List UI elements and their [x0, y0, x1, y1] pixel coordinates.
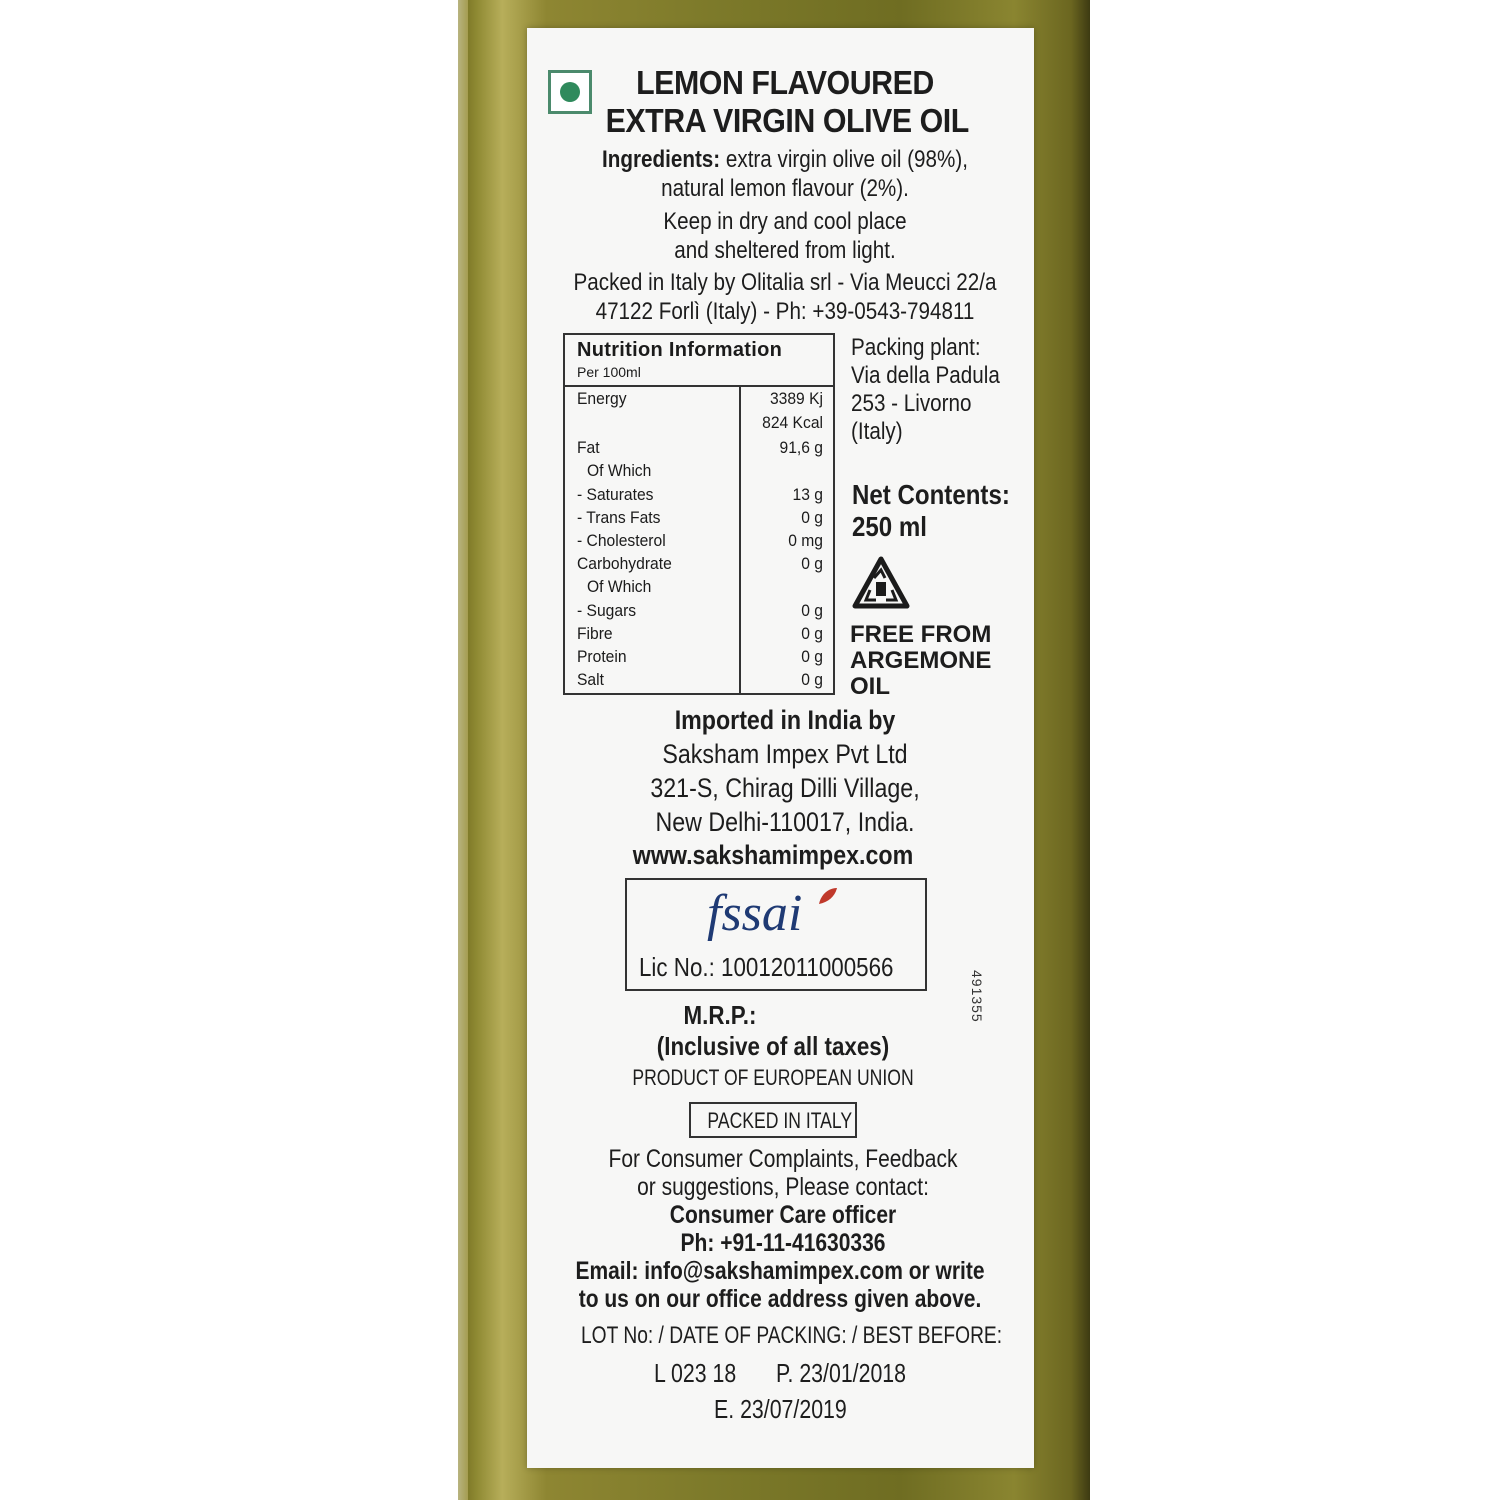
packing-date: P. 23/01/2018 [776, 1358, 907, 1388]
fssai-logo: fssai [707, 885, 803, 942]
bottle-highlight [458, 0, 468, 1500]
argemone-line-3: OIL [850, 673, 890, 700]
ingredients-text-1: extra virgin olive oil (98%), [725, 146, 968, 173]
best-before-date: E. 23/07/2019 [714, 1394, 847, 1424]
consumer-line-1: For Consumer Complaints, Feedback [608, 1145, 958, 1173]
consumer-line-2: or suggestions, Please contact: [637, 1173, 929, 1201]
title-line-2: EXTRA VIRGIN OLIVE OIL [605, 102, 969, 139]
packing-plant-line-2: Via della Padula [851, 362, 1000, 389]
nutrition-row-value: 91,6 g [779, 438, 823, 457]
nutrition-row-value: 0 g [801, 670, 823, 689]
nutrition-column-divider [739, 385, 741, 695]
nutrition-row-value: 0 g [801, 554, 823, 573]
nutrition-row-name: Carbohydrate [577, 554, 672, 573]
packer-line-2: 47122 Forlì (Italy) - Ph: +39-0543-794811 [595, 298, 975, 325]
batch-header: LOT No: / DATE OF PACKING: / BEST BEFORE: [581, 1322, 1003, 1349]
packed-in-italy-box [689, 1102, 857, 1138]
lot-number: L 023 18 [654, 1358, 737, 1388]
packer-line-1: Packed in Italy by Olitalia srl - Via Meucci 22/a [573, 269, 997, 296]
mrp-note: (Inclusive of all taxes) [656, 1031, 890, 1061]
fssai-leaf-icon [815, 884, 839, 908]
product-origin: PRODUCT OF EUROPEAN UNION [632, 1065, 914, 1090]
ingredients-line-2: natural lemon flavour (2%). [661, 175, 909, 202]
importer-line-1: Saksham Impex Pvt Ltd [662, 739, 908, 769]
net-contents-value: 250 ml [852, 511, 927, 542]
nutrition-row-value: 0 g [801, 647, 823, 666]
nutrition-row-name: - Cholesterol [577, 531, 666, 550]
storage-line-2: and sheltered from light. [674, 237, 896, 264]
ingredients-label: Ingredients: [602, 146, 721, 173]
title-line-1: LEMON FLAVOURED [636, 64, 934, 101]
nutrition-row-value: 0 g [801, 601, 823, 620]
nutrition-row-value: 0 g [801, 508, 823, 527]
nutrition-row-name: Fibre [577, 624, 613, 643]
packing-plant-line-1: Packing plant: [851, 334, 981, 361]
nutrition-row-value: 824 Kcal [762, 413, 823, 432]
packing-plant-line-4: (Italy) [851, 418, 903, 445]
packed-in-italy-text: PACKED IN ITALY [707, 1108, 853, 1133]
recycle-pet-icon [852, 556, 910, 610]
ingredients-line-1 [592, 145, 979, 174]
nutrition-row-value: 13 g [792, 485, 823, 504]
nutrition-table [563, 333, 835, 695]
net-contents-label: Net Contents: [852, 479, 1010, 510]
argemone-line-2: ARGEMONE [850, 647, 992, 674]
packing-plant-line-3: 253 - Livorno [851, 390, 972, 417]
side-code: 491355 [969, 970, 985, 1023]
argemone-line-1: FREE FROM [850, 621, 992, 648]
nutrition-row-name: Of Which [587, 461, 652, 480]
vegetarian-mark-icon [548, 70, 592, 114]
nutrition-row-name: Protein [577, 647, 627, 666]
nutrition-row-name: Fat [577, 438, 600, 457]
nutrition-row-value: 0 mg [788, 531, 823, 550]
fssai-license-number: Lic No.: 10012011000566 [639, 952, 894, 982]
nutrition-title: Nutrition Information [577, 339, 783, 361]
nutrition-row-name: Of Which [587, 577, 652, 596]
consumer-phone: Ph: +91-11-41630336 [680, 1229, 886, 1257]
consumer-line-3: Consumer Care officer [669, 1201, 897, 1229]
nutrition-per: Per 100ml [577, 364, 641, 380]
nutrition-row-name: - Sugars [577, 601, 637, 620]
consumer-line-6: to us on our office address given above. [578, 1285, 982, 1313]
nutrition-row-name: - Trans Fats [577, 508, 661, 527]
nutrition-header [565, 335, 833, 387]
mrp-label: M.R.P.: [683, 1000, 757, 1030]
consumer-email: Email: info@sakshamimpex.com or write [575, 1257, 985, 1285]
importer-line-3: New Delhi-110017, India. [655, 807, 915, 837]
importer-heading: Imported in India by [674, 705, 896, 735]
importer-website: www.sakshamimpex.com [632, 840, 914, 870]
nutrition-row-name: Salt [577, 670, 604, 689]
nutrition-row-value: 3389 Kj [769, 389, 823, 408]
fssai-license-box [625, 878, 927, 991]
storage-line-1: Keep in dry and cool place [663, 208, 907, 235]
nutrition-row-name: - Saturates [577, 485, 654, 504]
nutrition-row-value: 0 g [801, 624, 823, 643]
importer-line-2: 321-S, Chirag Dilli Village, [650, 773, 920, 803]
nutrition-row-name: Energy [577, 389, 627, 408]
